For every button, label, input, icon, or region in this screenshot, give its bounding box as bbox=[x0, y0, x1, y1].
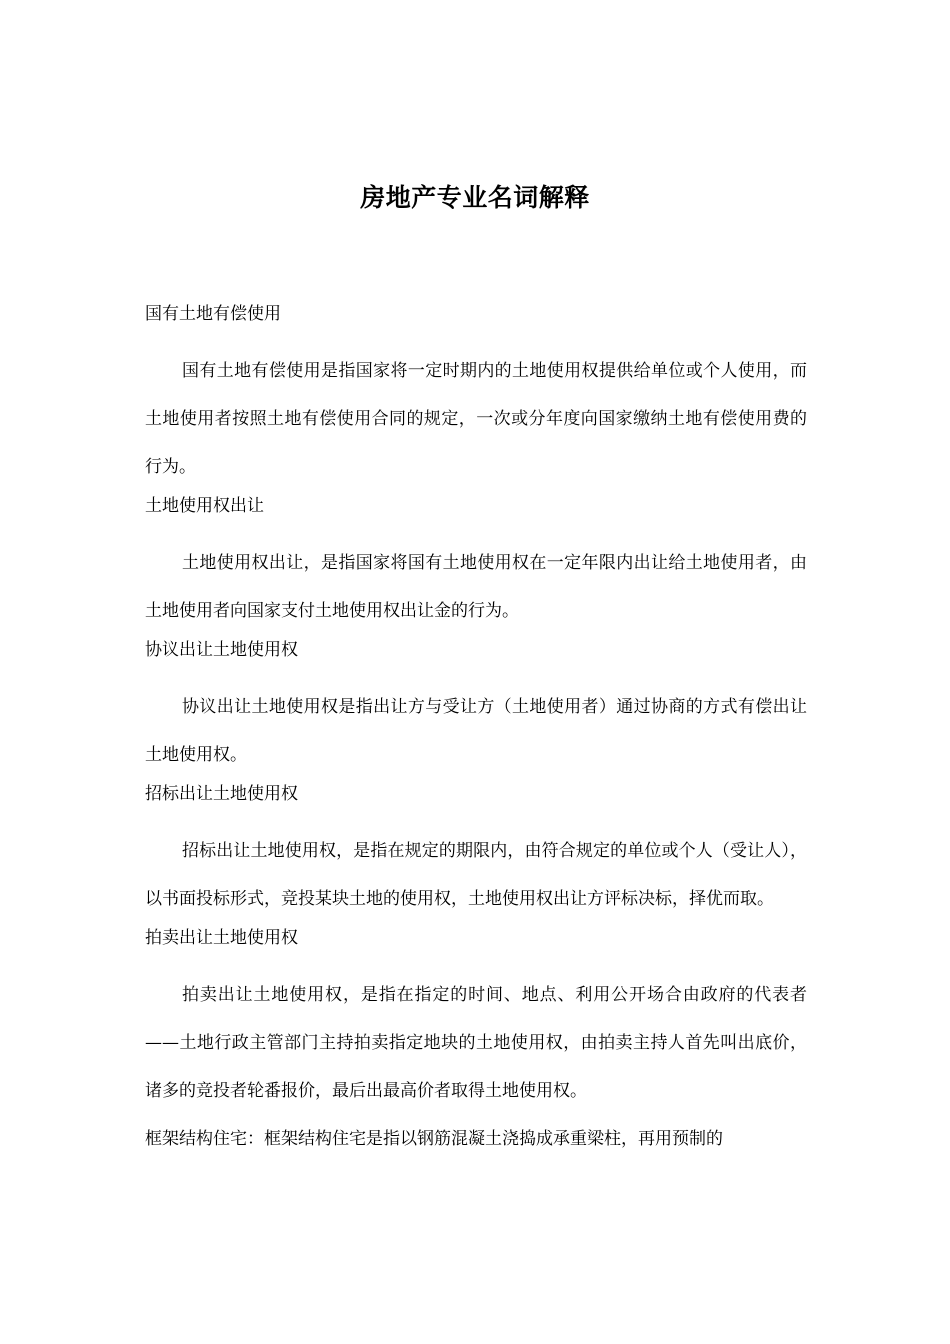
term-inline-entry: 框架结构住宅：框架结构住宅是指以钢筋混凝土浇捣成承重梁柱，再用预制的 bbox=[145, 1129, 723, 1149]
term-definition: 拍卖出让土地使用权，是指在指定的时间、地点、利用公开场合由政府的代表者——土地行政主管部门主持拍卖指定地块的土地使用权，由拍卖主持人首先叫出底价，诸多的竞投者轮番报价，最后出最高价者取得土地使用权。 bbox=[145, 985, 807, 1101]
term-heading: 国有土地有偿使用 bbox=[145, 304, 281, 324]
term-heading: 招标出让土地使用权 bbox=[145, 784, 298, 804]
document-body bbox=[145, 299, 807, 1163]
term-definition: 招标出让土地使用权，是指在规定的期限内，由符合规定的单位或个人（受让人），以书面投标形式，竞投某块土地的使用权，土地使用权出让方评标决标，择优而取。 bbox=[145, 841, 807, 909]
term-heading: 土地使用权出让 bbox=[145, 496, 264, 516]
term-definition: 协议出让土地使用权是指出让方与受让方（土地使用者）通过协商的方式有偿出让土地使用权。 bbox=[145, 697, 807, 765]
term-heading: 协议出让土地使用权 bbox=[145, 640, 298, 660]
term-definition: 国有土地有偿使用是指国家将一定时期内的土地使用权提供给单位或个人使用，而土地使用者按照土地有偿使用合同的规定，一次或分年度向国家缴纳土地有偿使用费的行为。 bbox=[145, 361, 807, 477]
term-heading: 拍卖出让土地使用权 bbox=[145, 928, 298, 948]
term-definition: 土地使用权出让，是指国家将国有土地使用权在一定年限内出让给土地使用者，由土地使用者向国家支付土地使用权出让金的行为。 bbox=[145, 553, 807, 621]
document-title: 房地产专业名词解释 bbox=[360, 183, 590, 212]
